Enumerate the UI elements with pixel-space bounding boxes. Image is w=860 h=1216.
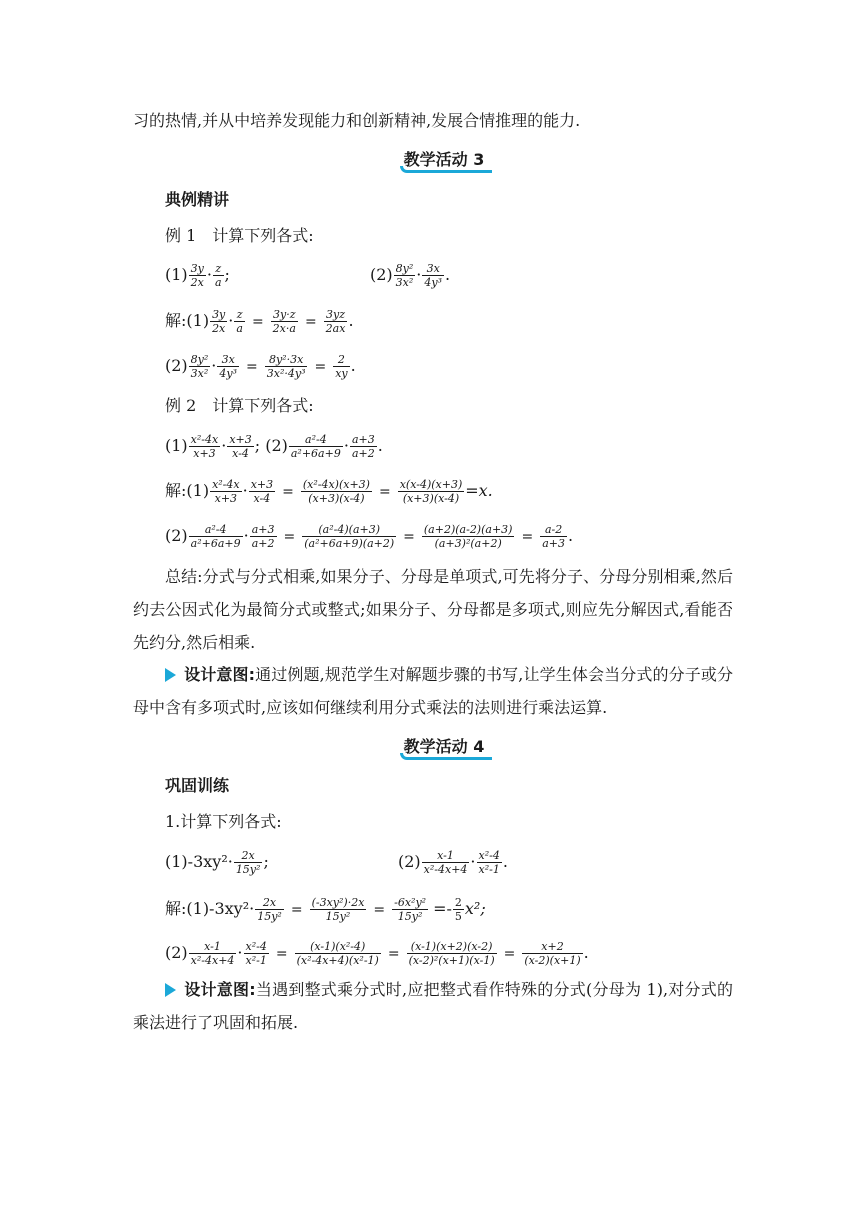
fraction: $\frac{z}{a}$ bbox=[214, 262, 222, 289]
intro-tail-text: 习的热情,并从中培养发现能力和创新精神,发展合情推理的能力. bbox=[133, 111, 581, 130]
fraction: $\frac{\text{a²-4}}{\text{a²+6a+9}}$ bbox=[190, 523, 241, 550]
fraction: $\frac{x-1}{\text{x²-4x+4}}$ bbox=[190, 940, 235, 967]
fraction: $\frac{3x}{\text{4y³}}$ bbox=[219, 353, 238, 380]
example1-prompt: 例 1 计算下列各式: bbox=[165, 226, 314, 245]
fraction: $\frac{\text{8y²}}{\text{3x²}}$ bbox=[395, 262, 414, 289]
example2-solution2: (2) $\frac{\text{a²-4}}{\text{a²+6a+9}}$ · $\frac{a+3}{a+2}$ = $\frac{\text{(a²-4)(a+3)}}{\text{(a²+6a+9)(a+2)}}$ = $\frac{(a+2)(a-2)(a+3)}{\text{(a+3)²(a+2)}}$ = $\frac{a-2}{a+3}$ . bbox=[165, 523, 574, 550]
fraction: $\frac{2x}{\text{15y²}}$ bbox=[235, 849, 261, 876]
fraction: $\frac{x(x-4)(x+3)}{(x+3)(x-4)}$ bbox=[399, 478, 463, 505]
fraction: $\frac{2x}{\text{15y²}}$ bbox=[257, 896, 282, 923]
practice-problem1: (1)-3xy²· $\frac{2x}{\text{15y²}}$ ; bbox=[165, 849, 269, 876]
fraction: $\frac{z}{a}$ bbox=[236, 308, 243, 335]
fraction: $\frac{a-2}{a+3}$ bbox=[542, 523, 565, 550]
activity3-heading bbox=[396, 147, 492, 173]
practice-prompt: 1.计算下列各式: bbox=[165, 812, 282, 831]
triangle-bullet-icon bbox=[165, 668, 176, 682]
triangle-bullet-icon bbox=[165, 983, 176, 997]
heading-underline bbox=[400, 166, 492, 173]
design-intent-1: 设计意图:通过例题,规范学生对解题步骤的书写,让学生体会当分式的分子或分母中含有多项式时,应该如何继续利用分式乘法的法则进行乘法运算. bbox=[133, 665, 733, 717]
fraction: $\frac{2}{xy}$ bbox=[335, 353, 348, 380]
summary-text: 总结:分式与分式相乘,如果分子、分母是单项式,可先将分子、分母分别相乘,然后约去公因式化为最简分式或整式;如果分子、分母都是多项式,则应先分解因式,看能否先约分,然后相乘. bbox=[133, 567, 733, 652]
practice-solution2: (2) $\frac{x-1}{\text{x²-4x+4}}$ · $\frac{\text{x²-4}}{\text{x²-1}}$ = $\frac{\text{(x-1)(x²-4)}}{\text{(x²-4x+4)(x²-1)}}$ = $\frac{(x-1)(x+2)(x-2)}{\text{(x-2)²(x+1)(x-1)}}$ = $\frac{x+2}{(x-2)(x+1)}$ . bbox=[165, 940, 589, 967]
example1-problem1: (1) $\frac{3y}{2x}$ · $\frac{z}{a}$ ; bbox=[165, 262, 230, 289]
section-title-examples: 典例精讲 bbox=[165, 190, 230, 209]
heading-underline bbox=[400, 753, 492, 760]
fraction: $\frac{(a+2)(a-2)(a+3)}{\text{(a+3)²(a+2)}}$ bbox=[423, 523, 513, 550]
fraction: $\frac{a+3}{a+2}$ bbox=[351, 433, 375, 460]
fraction: $\frac{\text{(-3xy²)·2x}}{\text{15y²}}$ bbox=[311, 896, 365, 923]
fraction: $\frac{3y}{2x}$ bbox=[212, 308, 226, 335]
example2-solution1: 解:(1) $\frac{\text{x²-4x}}{x+3}$ · $\frac{x+3}{x-4}$ = $\frac{\text{(x²-4x)(x+3)}}{(x+3)(x-4)}$ = $\frac{x(x-4)(x+3)}{(x+3)(x-4)}$ =x. bbox=[165, 478, 493, 505]
fraction: $\frac{x+3}{x-4}$ bbox=[250, 478, 274, 505]
example1-solution1: 解:(1) $\frac{3y}{2x}$ · $\frac{z}{a}$ = $\frac{3y\cdot z}{2x\cdot a}$ = $\frac{3yz}{2ax}$ . bbox=[165, 308, 354, 335]
activity4-heading bbox=[396, 734, 492, 760]
design-intent-2: 设计意图:当遇到整式乘分式时,应把整式看作特殊的分式(分母为 1),对分式的乘法进行了巩固和拓展. bbox=[133, 980, 733, 1032]
example2-problems: (1) $\frac{\text{x²-4x}}{x+3}$ · $\frac{x+3}{x-4}$ ; (2) $\frac{\text{a²-4}}{\text{a²+6a+9}}$ · $\frac{a+3}{a+2}$ . bbox=[165, 433, 383, 460]
fraction: $\frac{3yz}{2ax}$ bbox=[325, 308, 346, 335]
fraction: $\frac{\text{(x-1)(x²-4)}}{\text{(x²-4x+4)(x²-1)}}$ bbox=[296, 940, 379, 967]
fraction: $\frac{\text{8y²·3x}}{\text{3x²·4y³}}$ bbox=[266, 353, 306, 380]
fraction: $\frac{3x}{\text{4y³}}$ bbox=[424, 262, 443, 289]
fraction: $\frac{\text{x²-4x}}{x+3}$ bbox=[190, 433, 219, 460]
fraction: $\frac{\text{x²-4x}}{x+3}$ bbox=[212, 478, 240, 505]
fraction: $\frac{3y\cdot z}{2x\cdot a}$ bbox=[272, 308, 296, 335]
fraction: $\frac{\text{(x²-4x)(x+3)}}{(x+3)(x-4)}$ bbox=[302, 478, 370, 505]
activity3-title: 教学活动 3 bbox=[403, 150, 485, 169]
fraction: $\frac{x-1}{\text{x²-4x+4}}$ bbox=[423, 849, 468, 876]
section-title-practice: 巩固训练 bbox=[165, 776, 230, 795]
activity4-title: 教学活动 4 bbox=[403, 737, 485, 756]
fraction: $\frac{\text{8y²}}{\text{3x²}}$ bbox=[190, 353, 209, 380]
fraction: $\frac{\text{x²-4}}{\text{x²-1}}$ bbox=[478, 849, 500, 876]
example2-prompt: 例 2 计算下列各式: bbox=[165, 396, 314, 415]
practice-solution1: 解:(1)-3xy²· $\frac{2x}{\text{15y²}}$ = $\frac{\text{(-3xy²)·2x}}{\text{15y²}}$ = $\frac{\text{-6x²y²}}{\text{15y²}}$ =- $\frac{2}{5}$ x²; bbox=[165, 896, 486, 923]
fraction: $\frac{\text{x²-4}}{\text{x²-1}}$ bbox=[245, 940, 267, 967]
fraction: $\frac{2}{5}$ bbox=[454, 896, 462, 923]
fraction: $\frac{\text{a²-4}}{\text{a²+6a+9}}$ bbox=[290, 433, 341, 460]
fraction: $\frac{x+3}{x-4}$ bbox=[229, 433, 252, 460]
practice-problem2: (2) $\frac{x-1}{\text{x²-4x+4}}$ · $\frac{\text{x²-4}}{\text{x²-1}}$ . bbox=[398, 849, 508, 876]
fraction: $\frac{3y}{2x}$ bbox=[190, 262, 204, 289]
example1-problem2: (2) $\frac{\text{8y²}}{\text{3x²}}$ · $\frac{3x}{\text{4y³}}$ . bbox=[370, 262, 451, 289]
fraction: $\frac{x+2}{(x-2)(x+1)}$ bbox=[524, 940, 581, 967]
fraction: $\frac{\text{(a²-4)(a+3)}}{\text{(a²+6a+9)(a+2)}}$ bbox=[304, 523, 395, 550]
fraction: $\frac{(x-1)(x+2)(x-2)}{\text{(x-2)²(x+1)(x-1)}}$ bbox=[408, 940, 495, 967]
fraction: $\frac{a+3}{a+2}$ bbox=[251, 523, 275, 550]
example1-solution2: (2) $\frac{\text{8y²}}{\text{3x²}}$ · $\frac{3x}{\text{4y³}}$ = $\frac{\text{8y²·3x}}{\text{3x²·4y³}}$ = $\frac{2}{xy}$ . bbox=[165, 353, 356, 380]
fraction: $\frac{\text{-6x²y²}}{\text{15y²}}$ bbox=[394, 896, 427, 923]
